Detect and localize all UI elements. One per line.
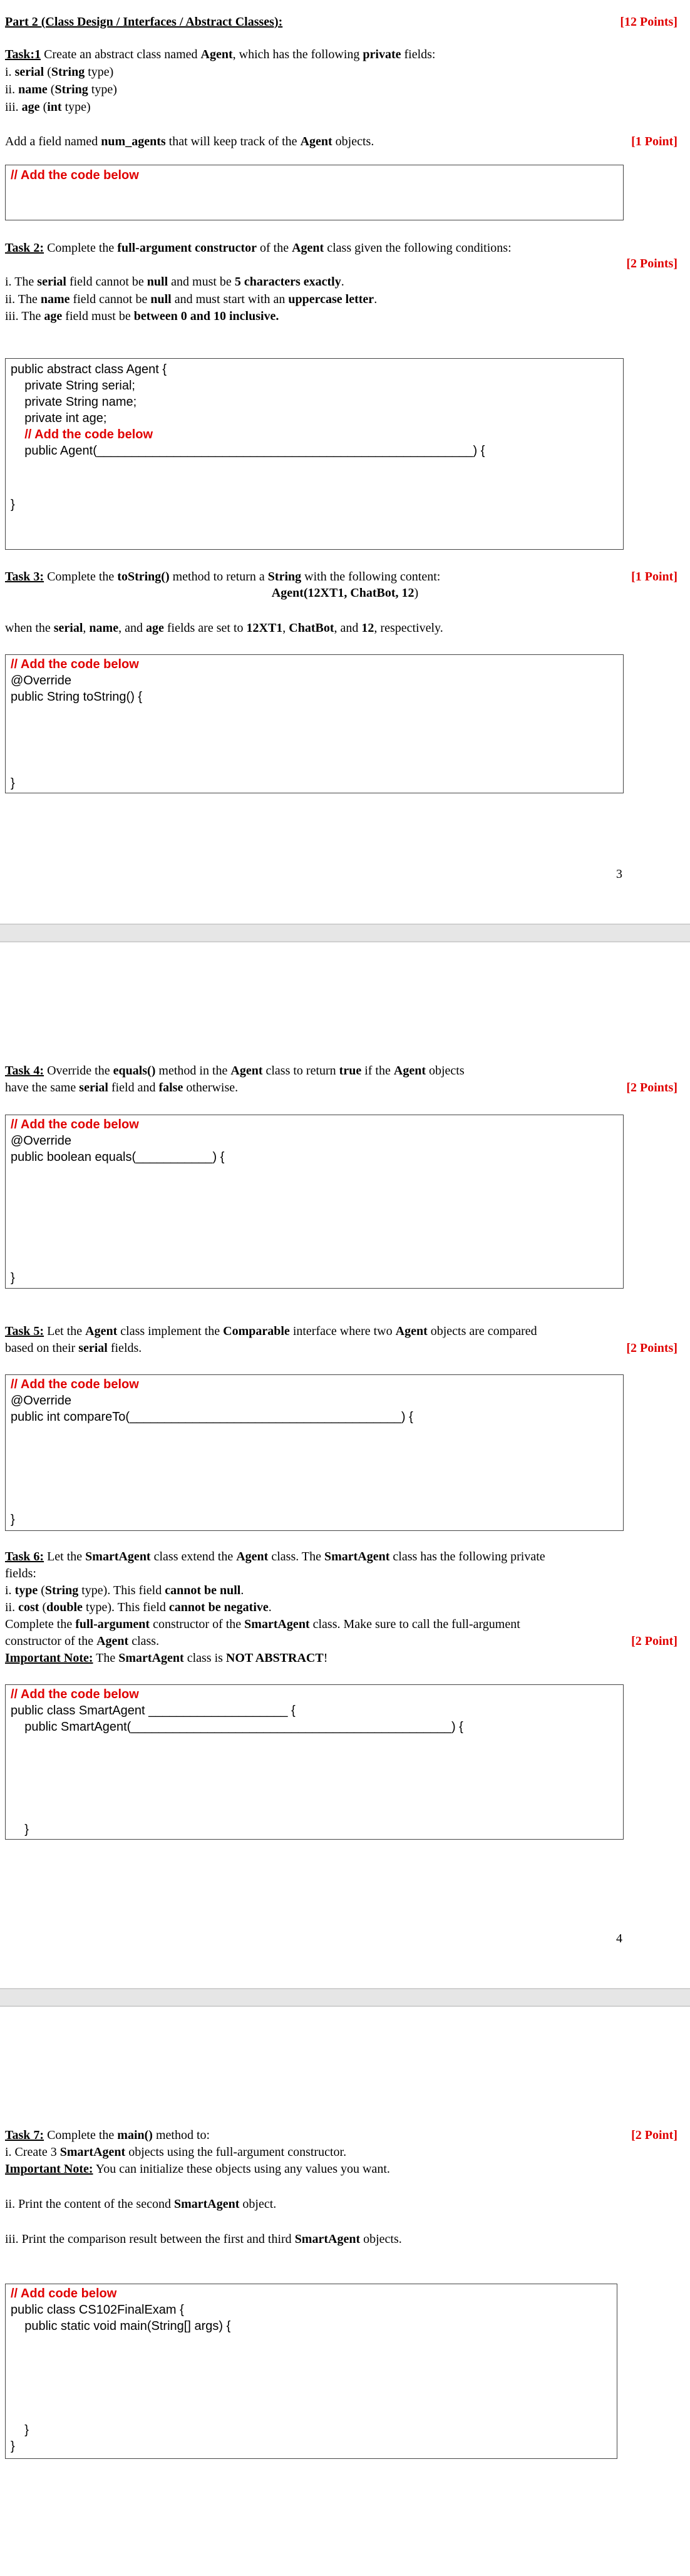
task1-item-name: ii. name (String type): [5, 83, 117, 96]
code-line: }: [11, 1271, 15, 1285]
compareto-signature: public int compareTo(_______________________________________) {: [11, 1410, 413, 1424]
equals-signature: public boolean equals(___________) {: [11, 1150, 225, 1164]
task1-intro: Task:1 Create an abstract class named Agent, which has the following private fields:: [5, 48, 436, 61]
task1-item-age: iii. age (int type): [5, 100, 91, 114]
code-comment: // Add the code below: [11, 168, 139, 182]
code-line: }: [11, 2423, 29, 2437]
part-points: [12 Points]: [620, 15, 677, 29]
task4-intro-2: have the same serial field and false otherwise.: [5, 1081, 239, 1095]
page-number: 4: [616, 1932, 622, 1945]
task7-step-ii: ii. Print the content of the second SmartAgent object.: [5, 2197, 277, 2211]
class-declaration: public class CS102FinalExam {: [11, 2303, 184, 2317]
code-comment: // Add the code below: [11, 428, 153, 441]
constructor-signature: public Agent(______________________________________________________) {: [11, 444, 485, 458]
task1-add-field: Add a field named num_agents that will keep track of the Agent objects.: [5, 135, 374, 148]
page-separator: [0, 924, 690, 942]
code-line: public String toString() {: [11, 690, 143, 704]
code-line: }: [11, 498, 15, 512]
page-separator: [0, 1988, 690, 2007]
code-comment: // Add code below: [11, 2287, 117, 2300]
code-line: }: [11, 1513, 15, 1527]
task6-answer-box[interactable]: [5, 1684, 624, 1840]
task6-line3: Complete the full-argument constructor of the SmartAgent class. Make sure to call the full-argument: [5, 1617, 520, 1631]
task6-line4: constructor of the Agent class.: [5, 1634, 160, 1648]
task3-points: [1 Point]: [631, 570, 677, 584]
task2-intro: Task 2: Complete the full-argument constructor of the Agent class given the following conditions:: [5, 241, 512, 255]
task2-condition-age: iii. The age field must be between 0 and 10 inclusive.: [5, 309, 279, 323]
code-line: @Override: [11, 1134, 71, 1148]
task7-points: [2 Point]: [631, 2128, 677, 2142]
task4-intro: Task 4: Override the equals() method in the Agent class to return true if the Agent objects: [5, 1064, 465, 1078]
task2-condition-name: ii. The name field cannot be null and must start with an uppercase letter.: [5, 292, 378, 306]
code-line: private String serial;: [11, 379, 135, 393]
task7-note: Important Note: You can initialize these objects using any values you want.: [5, 2162, 390, 2176]
constructor-signature: public SmartAgent(______________________________________________) {: [11, 1720, 463, 1734]
code-line: public abstract class Agent {: [11, 363, 167, 376]
task6-note: Important Note: The SmartAgent class is NOT ABSTRACT!: [5, 1651, 328, 1665]
task1-answer-box[interactable]: [5, 165, 624, 220]
code-comment: // Add the code below: [11, 657, 139, 671]
task5-points: [2 Points]: [626, 1341, 677, 1355]
task2-points: [2 Points]: [626, 257, 677, 270]
task1-item-serial: i. serial (String type): [5, 65, 114, 79]
task6-item-type: i. type (String type). This field cannot be null.: [5, 1584, 244, 1597]
task1-points: [1 Point]: [631, 135, 677, 148]
task5-intro-2: based on their serial fields.: [5, 1341, 142, 1355]
task2-answer-box[interactable]: [5, 358, 624, 550]
page-5: [0, 2007, 690, 2576]
task7-step-i: i. Create 3 SmartAgent objects using the full-argument constructor.: [5, 2145, 347, 2159]
code-line: private int age;: [11, 411, 107, 425]
page-3: [0, 0, 690, 924]
task6-item-cost: ii. cost (double type). This field cannot be negative.: [5, 1600, 272, 1614]
task6-points: [2 Point]: [631, 1634, 677, 1648]
code-comment: // Add the code below: [11, 1378, 139, 1391]
task4-answer-box[interactable]: [5, 1115, 624, 1289]
code-line: @Override: [11, 1394, 71, 1408]
part-title: Part 2 (Class Design / Interfaces / Abstract Classes):: [5, 15, 283, 29]
main-signature: public static void main(String[] args) {: [11, 2319, 231, 2333]
task7-intro: Task 7: Complete the main() method to:: [5, 2128, 210, 2142]
task7-step-iii: iii. Print the comparison result between the first and third SmartAgent objects.: [5, 2232, 402, 2246]
code-line: }: [11, 2439, 15, 2453]
code-comment: // Add the code below: [11, 1687, 139, 1701]
page-4: [0, 942, 690, 1988]
page-number: 3: [616, 867, 622, 881]
code-line: private String name;: [11, 395, 137, 409]
task3-when: when the serial, name, and age fields are set to 12XT1, ChatBot, and 12, respectively.: [5, 621, 443, 635]
task5-intro: Task 5: Let the Agent class implement the Comparable interface where two Agent objects are compared: [5, 1324, 537, 1338]
task5-answer-box[interactable]: [5, 1374, 624, 1531]
code-comment: // Add the code below: [11, 1118, 139, 1131]
code-line: @Override: [11, 674, 71, 688]
task4-points: [2 Points]: [626, 1081, 677, 1095]
task6-intro-2: fields:: [5, 1567, 36, 1580]
task3-answer-box[interactable]: [5, 654, 624, 793]
task6-intro: Task 6: Let the SmartAgent class extend the Agent class. The SmartAgent class has the following private: [5, 1550, 545, 1564]
task7-answer-box[interactable]: [5, 2284, 617, 2459]
task2-condition-serial: i. The serial field cannot be null and must be 5 characters exactly.: [5, 275, 344, 289]
class-declaration: public class SmartAgent ____________________ {: [11, 1704, 296, 1718]
task3-intro: Task 3: Complete the toString() method to return a String with the following content:: [5, 570, 441, 584]
task3-expected-output: Agent(12XT1, ChatBot, 12): [271, 586, 419, 600]
code-line: }: [11, 1823, 29, 1837]
code-line: }: [11, 776, 15, 790]
